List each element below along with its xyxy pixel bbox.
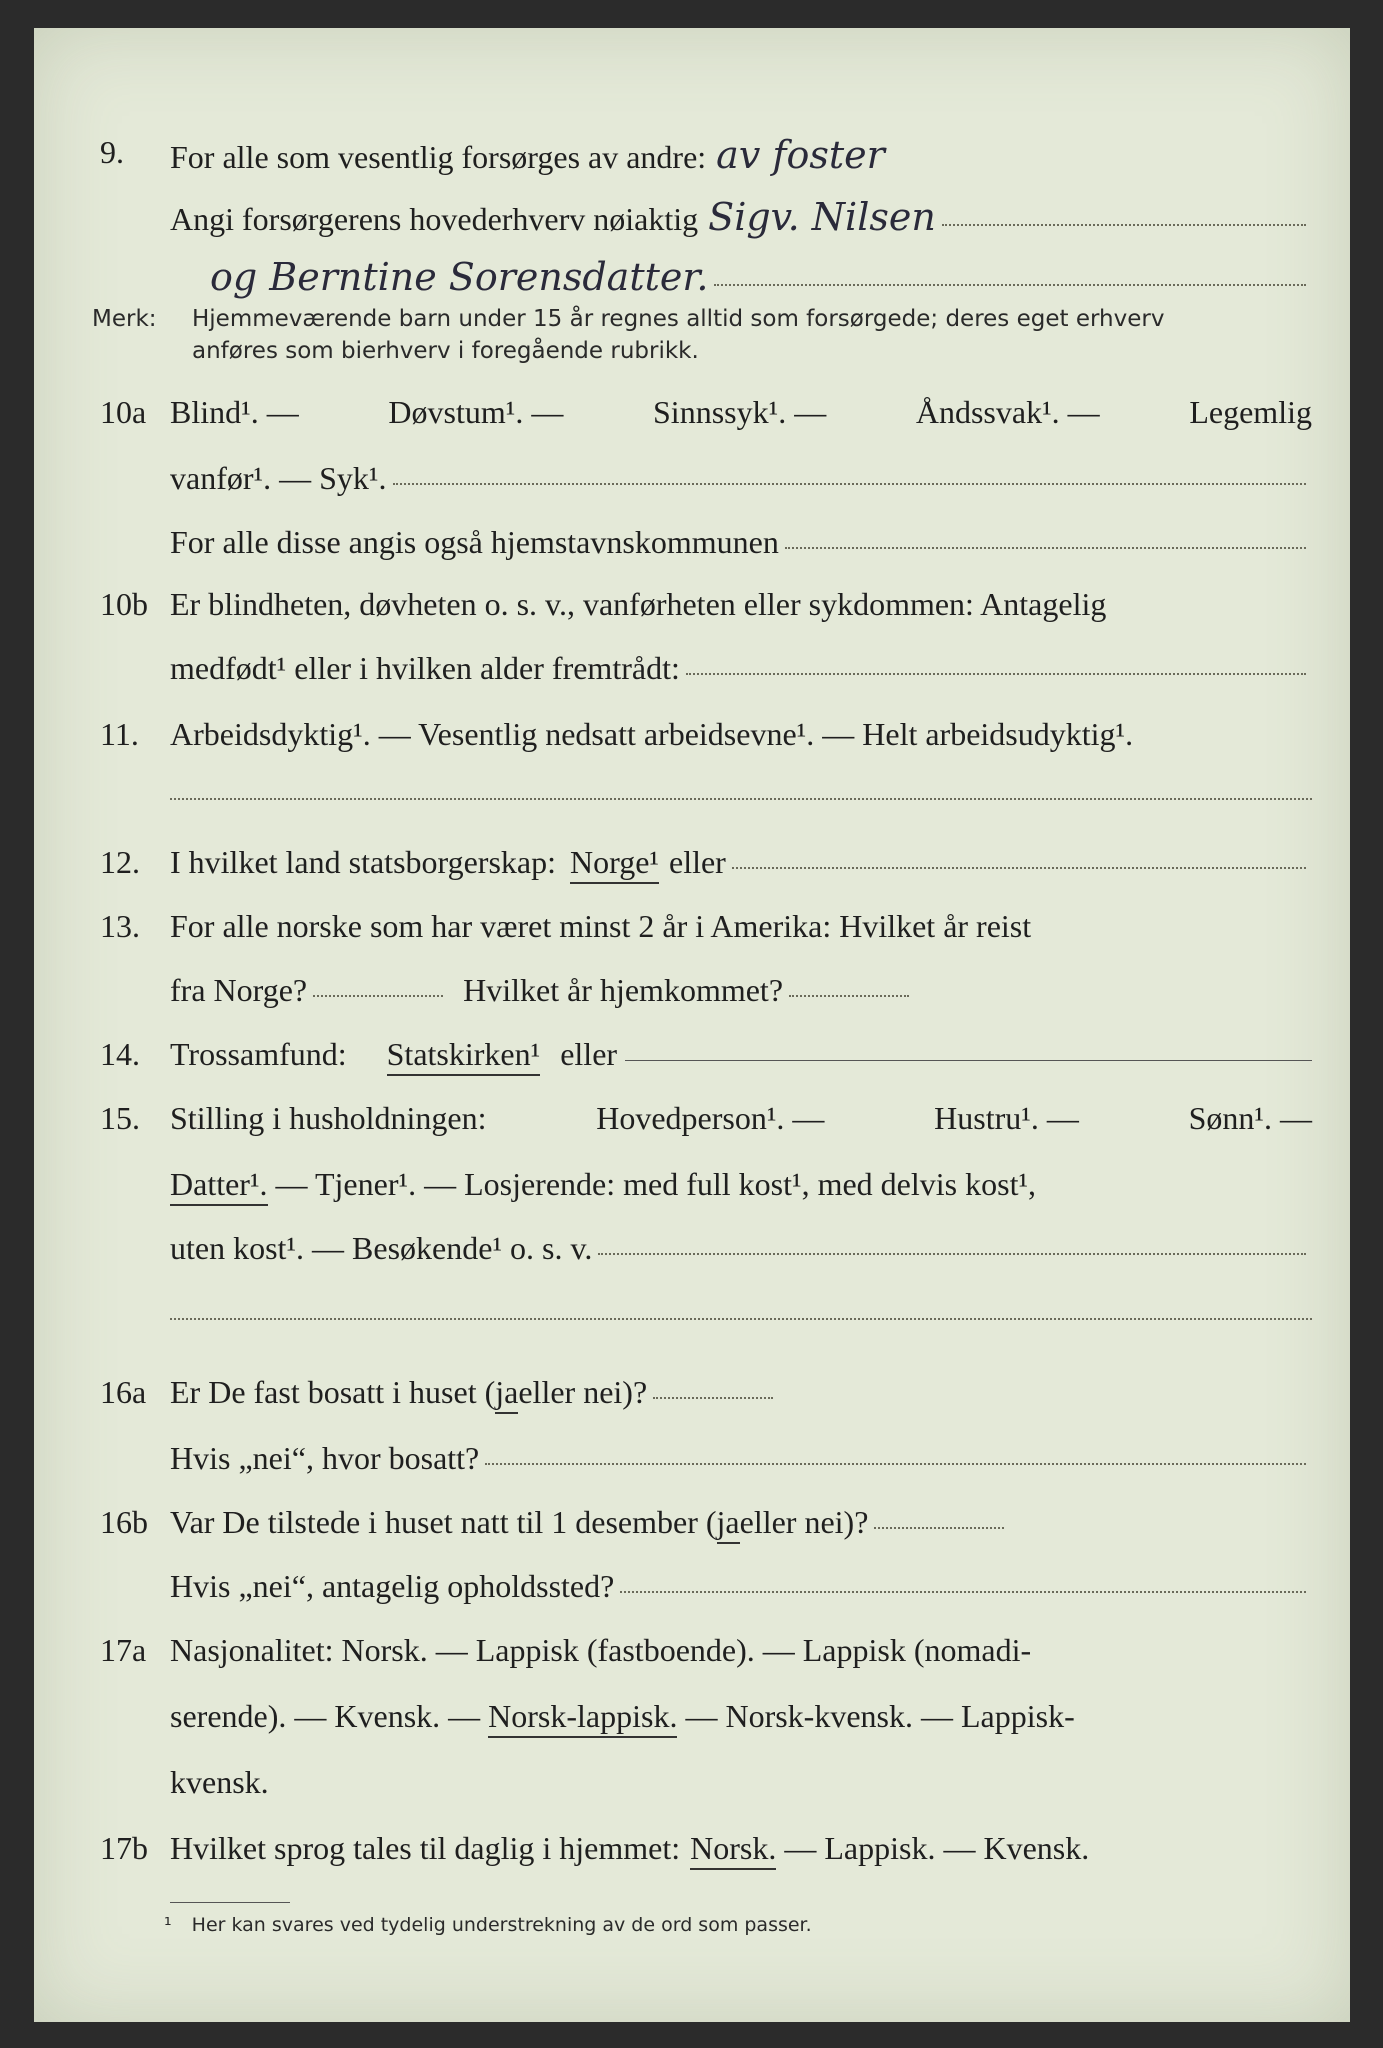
merk-label: Merk: [92, 306, 157, 332]
footnote-mark: ¹ [164, 1914, 172, 1936]
q17b-question: Hvilket sprog tales til daglig i hjemmet: [170, 1830, 681, 1866]
q12-norge-marked: Norge¹ [570, 846, 659, 884]
q17b-number: 17b [100, 1830, 148, 1866]
q10a-dovstum: Døvstum¹. — [388, 394, 564, 430]
footnote-text: Her kan svares ved tydelig understrekning av de ord som passer. [191, 1914, 812, 1936]
q16b-opholdssted-fill [620, 1591, 1306, 1593]
q10a-andssvak: Åndssvak¹. — [915, 394, 1100, 430]
q9-question: For alle som vesentlig forsørges av andre: [170, 139, 707, 175]
q15-line2-rest: — Tjener¹. — Losjerende: med full kost¹, med delvis kost¹, [275, 1166, 1037, 1202]
q10b-medfodt: medfødt¹ eller i hvilken alder fremtrådt: [170, 650, 680, 686]
q13-hjemkommet-fill [789, 995, 909, 997]
q15-uten-kost: uten kost¹. — Besøkende¹ o. s. v. [170, 1230, 593, 1266]
q10b-number: 10b [100, 586, 148, 622]
q13-reist-fill [313, 995, 443, 997]
merk-line1: Hjemmeværende barn under 15 år regnes alltid som forsørgede; deres eget erhverv [192, 306, 1165, 332]
q12-number: 12. [100, 844, 140, 880]
q13-question: For alle norske som har været minst 2 år i Amerika: Hvilket år reist [170, 908, 1032, 944]
q10a-hjemstavn-fill [785, 547, 1306, 549]
q17a-nasjonalitet: Nasjonalitet: Norsk. — Lappisk (fastboende). — Lappisk (nomadi- [170, 1632, 1032, 1668]
q10a-blind: Blind¹. — [170, 394, 299, 430]
q16b-question-b: eller nei)? [739, 1504, 869, 1540]
q16a-hvor-bosatt: Hvis „nei“, hvor bosatt? [170, 1440, 480, 1476]
q16b-fill-line [874, 1527, 1004, 1529]
q15-hustru: Hustru¹. — [934, 1100, 1079, 1136]
q17a-line2-b: — Norsk-kvensk. — Lappisk- [685, 1698, 1075, 1734]
footnote [164, 1914, 812, 1936]
q15-stilling: Stilling i husholdningen: [170, 1100, 487, 1136]
q12-eller: eller [668, 844, 726, 880]
q17b-rest: — Lappisk. — Kvensk. [784, 1830, 1090, 1866]
q17a-number: 17a [100, 1632, 147, 1668]
q15-fill-line [598, 1253, 1306, 1255]
q14-question: Trossamfund: [170, 1036, 347, 1072]
q15-datter-marked: Datter¹. [170, 1168, 268, 1206]
q16b-ja-marked: ja [717, 1506, 740, 1544]
q11-number: 11. [100, 716, 139, 752]
q16a-fill-line [653, 1397, 773, 1399]
q17a-norsk-lappisk-marked: Norsk-lappisk. [488, 1700, 677, 1738]
q16b-question-a: Var De tilstede i huset natt til 1 desember ( [170, 1504, 717, 1540]
q15-number: 15. [100, 1100, 140, 1136]
q10b-question: Er blindheten, døvheten o. s. v., vanførheten eller sykdommen: Antagelig [170, 586, 1107, 622]
q17b-norsk-marked: Norsk. [690, 1832, 776, 1870]
q10a-hjemstavn: For alle disse angis også hjemstavnskommunen [170, 524, 779, 560]
q9-number: 9. [100, 134, 124, 170]
q16b-number: 16b [100, 1504, 148, 1540]
q14-number: 14. [100, 1036, 140, 1072]
footnote-rule [170, 1902, 290, 1903]
q14-statskirken-marked: Statskirken¹ [387, 1038, 541, 1076]
q10a-fill-line [393, 483, 1307, 485]
q13-number: 13. [100, 908, 140, 944]
q17a-kvensk: kvensk. [170, 1764, 269, 1800]
q16a-number: 16a [100, 1374, 147, 1410]
q9-provider-answer: Sigv. Nilsen [708, 195, 936, 239]
q16a-bosatt-fill [485, 1463, 1306, 1465]
q10a-vanfor: vanfør¹. — Syk¹. [170, 460, 387, 496]
q12-question: I hvilket land statsborgerskap: [170, 844, 556, 880]
q15-fill-line-2 [170, 1318, 1312, 1320]
census-form-page [34, 28, 1350, 2022]
q9-handwritten-answer: av foster [716, 133, 885, 177]
q12-fill-line [732, 867, 1306, 869]
q15-hovedperson: Hovedperson¹. — [596, 1100, 825, 1136]
q16a-ja-marked: ja [495, 1376, 518, 1414]
q17a-line2-a: serende). — Kvensk. — [170, 1698, 481, 1734]
q15-sonn: Sønn¹. — [1188, 1100, 1312, 1136]
q13-hjemkommet: Hvilket år hjemkommet? [463, 972, 784, 1008]
q10a-sinnssyk: Sinnssyk¹. — [653, 394, 827, 430]
q16a-question-b: eller nei)? [518, 1374, 648, 1410]
q16a-question-a: Er De fast bosatt i huset ( [170, 1374, 496, 1410]
q9-provider-answer-cont: og Berntine Sorensdatter. [210, 255, 709, 299]
q10a-number: 10a [100, 394, 147, 430]
q9-fill-line [942, 224, 1306, 226]
q11-fill-line [170, 798, 1312, 800]
q16b-opholdssted: Hvis „nei“, antagelig opholdssted? [170, 1568, 615, 1604]
q14-fill-line [625, 1060, 1312, 1061]
q10b-fill-line [686, 673, 1306, 675]
merk-line2: anføres som bierhverv i foregående rubrikk. [192, 338, 699, 364]
q11-question: Arbeidsdyktig¹. — Vesentlig nedsatt arbeidsevne¹. — Helt arbeidsudyktig¹. [170, 716, 1134, 752]
q9-fill-line-2 [714, 284, 1306, 286]
q10a-legemlig: Legemlig [1189, 394, 1312, 430]
q13-reist: fra Norge? [170, 972, 308, 1008]
q14-eller: eller [560, 1036, 618, 1072]
q9-provider-question: Angi forsørgerens hovederhverv nøiaktig [170, 201, 699, 237]
